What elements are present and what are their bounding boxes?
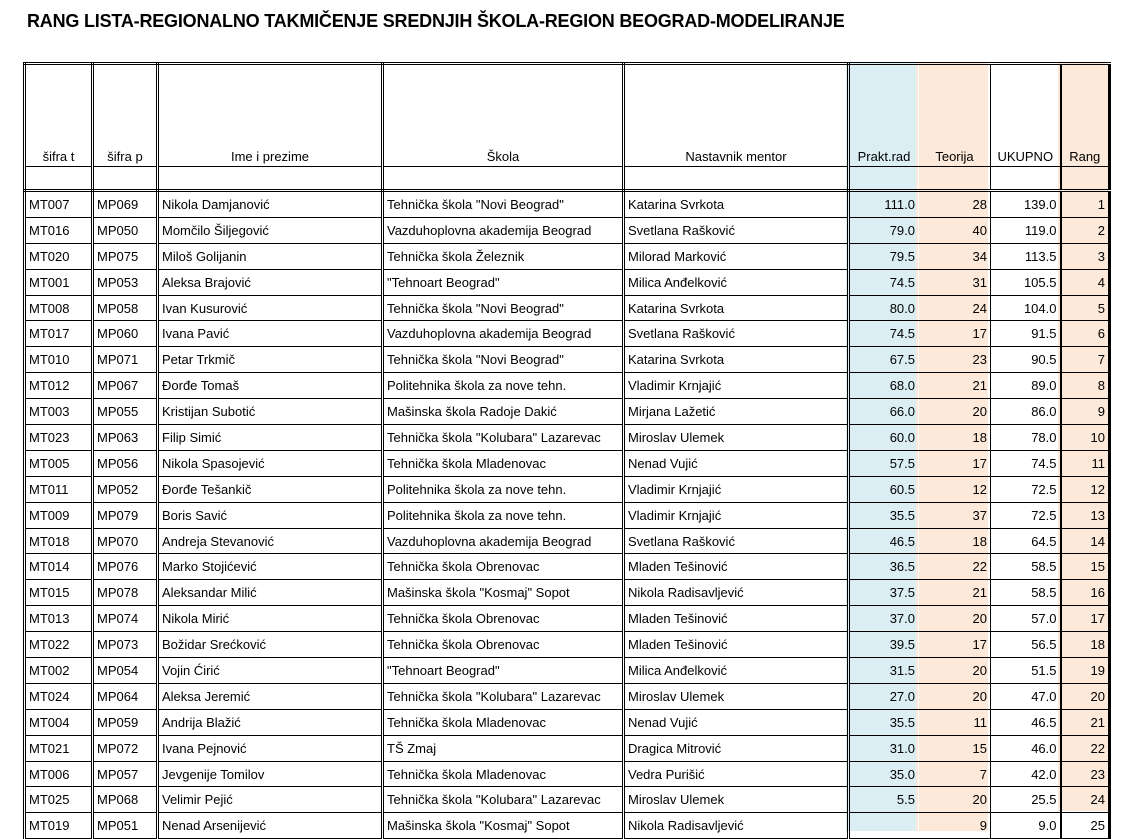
cell-prakt: 35.5 bbox=[849, 502, 919, 528]
cell-ukupno: 25.5 bbox=[991, 787, 1061, 813]
cell-skola: Tehnička škola Obrenovac bbox=[383, 632, 624, 658]
cell-skola: Mašinska škola "Kosmaj" Sopot bbox=[383, 580, 624, 606]
cell-teorija: 9 bbox=[919, 813, 991, 839]
cell-sifra-p: MP075 bbox=[93, 243, 158, 269]
cell-prakt: 80.0 bbox=[849, 295, 919, 321]
cell-skola: "Tehnoart Beograd" bbox=[383, 269, 624, 295]
header-sifra-t: šifra t bbox=[25, 64, 93, 167]
table-row bbox=[25, 502, 1110, 528]
cell-prakt: 5.5 bbox=[849, 787, 919, 813]
cell-sifra-t: MT024 bbox=[25, 683, 93, 709]
header-row bbox=[25, 64, 1110, 167]
cell-ukupno: 91.5 bbox=[991, 321, 1061, 347]
cell-sifra-t: MT019 bbox=[25, 813, 93, 839]
cell-rang: 25 bbox=[1061, 813, 1110, 839]
cell-prakt: 111.0 bbox=[849, 191, 919, 218]
table-row bbox=[25, 321, 1110, 347]
cell-sifra-p: MP050 bbox=[93, 217, 158, 243]
cell-prakt: 68.0 bbox=[849, 373, 919, 399]
cell-sifra-t: MT007 bbox=[25, 191, 93, 218]
table-row bbox=[25, 528, 1110, 554]
cell-teorija: 24 bbox=[919, 295, 991, 321]
cell-mentor: Katarina Svrkota bbox=[624, 191, 849, 218]
cell-ime: Kristijan Subotić bbox=[158, 399, 383, 425]
cell-ime: Nikola Mirić bbox=[158, 606, 383, 632]
cell-rang: 22 bbox=[1061, 735, 1110, 761]
cell-teorija: 40 bbox=[919, 217, 991, 243]
cell-ukupno: 51.5 bbox=[991, 658, 1061, 684]
cell-teorija: 15 bbox=[919, 735, 991, 761]
cell-skola: Tehnička škola "Kolubara" Lazarevac bbox=[383, 425, 624, 451]
cell-sifra-p: MP060 bbox=[93, 321, 158, 347]
page-title: RANG LISTA-REGIONALNO TAKMIČENJE SREDNJIH ŠKOLA-REGION BEOGRAD-MODELIRANJE bbox=[27, 11, 845, 31]
cell-prakt: 36.5 bbox=[849, 554, 919, 580]
table-row bbox=[25, 450, 1110, 476]
cell-prakt: 27.0 bbox=[849, 683, 919, 709]
cell-skola: Mašinska škola Radoje Dakić bbox=[383, 399, 624, 425]
cell-prakt: 60.0 bbox=[849, 425, 919, 451]
cell-ukupno: 105.5 bbox=[991, 269, 1061, 295]
cell-ime: Božidar Srećković bbox=[158, 632, 383, 658]
cell-ime: Boris Savić bbox=[158, 502, 383, 528]
cell-sifra-p: MP054 bbox=[93, 658, 158, 684]
cell-teorija: 20 bbox=[919, 683, 991, 709]
cell-teorija: 31 bbox=[919, 269, 991, 295]
cell-teorija: 28 bbox=[919, 191, 991, 218]
cell-rang: 12 bbox=[1061, 476, 1110, 502]
cell-ukupno: 46.0 bbox=[991, 735, 1061, 761]
cell-ime: Đorđe Tomaš bbox=[158, 373, 383, 399]
header-skola: Škola bbox=[383, 64, 624, 167]
cell-skola: "Tehnoart Beograd" bbox=[383, 658, 624, 684]
table-row bbox=[25, 709, 1110, 735]
cell-sifra-t: MT010 bbox=[25, 347, 93, 373]
cell-skola: Vazduhoplovna akademija Beograd bbox=[383, 217, 624, 243]
cell-mentor: Miroslav Ulemek bbox=[624, 787, 849, 813]
table-row bbox=[25, 813, 1110, 839]
cell-skola: Tehnička škola "Novi Beograd" bbox=[383, 347, 624, 373]
cell-mentor: Mladen Tešinović bbox=[624, 606, 849, 632]
cell-skola: Mašinska škola "Kosmaj" Sopot bbox=[383, 813, 624, 839]
cell-rang: 18 bbox=[1061, 632, 1110, 658]
table-row bbox=[25, 476, 1110, 502]
header-rang: Rang bbox=[1061, 64, 1110, 167]
cell-ukupno: 139.0 bbox=[991, 191, 1061, 218]
cell-sifra-t: MT004 bbox=[25, 709, 93, 735]
cell-skola: Tehnička škola Železnik bbox=[383, 243, 624, 269]
cell-rang: 14 bbox=[1061, 528, 1110, 554]
cell-sifra-p: MP052 bbox=[93, 476, 158, 502]
cell-mentor: Miroslav Ulemek bbox=[624, 425, 849, 451]
cell-ukupno: 42.0 bbox=[991, 761, 1061, 787]
cell-teorija: 12 bbox=[919, 476, 991, 502]
cell-prakt: 35.5 bbox=[849, 709, 919, 735]
table-row bbox=[25, 217, 1110, 243]
cell-prakt: 39.5 bbox=[849, 632, 919, 658]
cell-mentor: Nikola Radisavljević bbox=[624, 813, 849, 839]
table-row bbox=[25, 373, 1110, 399]
cell-skola: Tehnička škola Obrenovac bbox=[383, 606, 624, 632]
cell-ukupno: 64.5 bbox=[991, 528, 1061, 554]
cell-ime: Momčilo Šiljegović bbox=[158, 217, 383, 243]
table-row bbox=[25, 295, 1110, 321]
cell-mentor: Milica Anđelković bbox=[624, 658, 849, 684]
header-ime: Ime i prezime bbox=[158, 64, 383, 167]
cell-ime: Jevgenije Tomilov bbox=[158, 761, 383, 787]
cell-sifra-t: MT008 bbox=[25, 295, 93, 321]
table-row bbox=[25, 580, 1110, 606]
cell-mentor: Svetlana Rašković bbox=[624, 217, 849, 243]
cell-sifra-p: MP076 bbox=[93, 554, 158, 580]
cell-mentor: Milorad Marković bbox=[624, 243, 849, 269]
cell-rang: 7 bbox=[1061, 347, 1110, 373]
cell-rang: 16 bbox=[1061, 580, 1110, 606]
cell-mentor: Vladimir Krnjajić bbox=[624, 502, 849, 528]
cell-prakt: 66.0 bbox=[849, 399, 919, 425]
cell-skola: Vazduhoplovna akademija Beograd bbox=[383, 528, 624, 554]
cell-teorija: 17 bbox=[919, 450, 991, 476]
cell-skola: TŠ Zmaj bbox=[383, 735, 624, 761]
cell-mentor: Katarina Svrkota bbox=[624, 295, 849, 321]
cell-sifra-t: MT013 bbox=[25, 606, 93, 632]
cell-teorija: 20 bbox=[919, 606, 991, 632]
cell-ukupno: 90.5 bbox=[991, 347, 1061, 373]
cell-sifra-p: MP057 bbox=[93, 761, 158, 787]
cell-skola: Tehnička škola "Kolubara" Lazarevac bbox=[383, 787, 624, 813]
cell-teorija: 11 bbox=[919, 709, 991, 735]
cell-mentor: Svetlana Rašković bbox=[624, 528, 849, 554]
cell-teorija: 17 bbox=[919, 321, 991, 347]
cell-sifra-p: MP073 bbox=[93, 632, 158, 658]
cell-mentor: Nenad Vujić bbox=[624, 709, 849, 735]
cell-teorija: 18 bbox=[919, 528, 991, 554]
cell-ukupno: 78.0 bbox=[991, 425, 1061, 451]
cell-rang: 2 bbox=[1061, 217, 1110, 243]
cell-rang: 10 bbox=[1061, 425, 1110, 451]
cell-sifra-t: MT002 bbox=[25, 658, 93, 684]
cell-teorija: 18 bbox=[919, 425, 991, 451]
cell-ime: Andreja Stevanović bbox=[158, 528, 383, 554]
cell-prakt: 74.5 bbox=[849, 321, 919, 347]
cell-mentor: Svetlana Rašković bbox=[624, 321, 849, 347]
table-row bbox=[25, 683, 1110, 709]
cell-mentor: Miroslav Ulemek bbox=[624, 683, 849, 709]
cell-mentor: Dragica Mitrović bbox=[624, 735, 849, 761]
table-row bbox=[25, 425, 1110, 451]
cell-rang: 6 bbox=[1061, 321, 1110, 347]
cell-sifra-t: MT001 bbox=[25, 269, 93, 295]
cell-mentor: Nikola Radisavljević bbox=[624, 580, 849, 606]
cell-prakt bbox=[849, 813, 919, 839]
cell-prakt: 31.5 bbox=[849, 658, 919, 684]
table-row bbox=[25, 347, 1110, 373]
cell-mentor: Nenad Vujić bbox=[624, 450, 849, 476]
cell-ukupno: 72.5 bbox=[991, 476, 1061, 502]
cell-teorija: 20 bbox=[919, 399, 991, 425]
cell-sifra-t: MT006 bbox=[25, 761, 93, 787]
cell-ime: Velimir Pejić bbox=[158, 787, 383, 813]
cell-sifra-p: MP058 bbox=[93, 295, 158, 321]
cell-ime: Andrija Blažić bbox=[158, 709, 383, 735]
cell-prakt: 35.0 bbox=[849, 761, 919, 787]
cell-prakt: 46.5 bbox=[849, 528, 919, 554]
cell-teorija: 21 bbox=[919, 580, 991, 606]
cell-teorija: 22 bbox=[919, 554, 991, 580]
cell-ukupno: 56.5 bbox=[991, 632, 1061, 658]
cell-teorija: 20 bbox=[919, 787, 991, 813]
cell-rang: 4 bbox=[1061, 269, 1110, 295]
cell-rang: 23 bbox=[1061, 761, 1110, 787]
cell-skola: Tehnička škola "Novi Beograd" bbox=[383, 191, 624, 218]
cell-mentor: Milica Anđelković bbox=[624, 269, 849, 295]
cell-ime: Nikola Spasojević bbox=[158, 450, 383, 476]
cell-sifra-t: MT021 bbox=[25, 735, 93, 761]
cell-teorija: 20 bbox=[919, 658, 991, 684]
cell-ukupno: 74.5 bbox=[991, 450, 1061, 476]
cell-ime: Ivan Kusurović bbox=[158, 295, 383, 321]
cell-teorija: 37 bbox=[919, 502, 991, 528]
cell-prakt: 57.5 bbox=[849, 450, 919, 476]
cell-sifra-p: MP072 bbox=[93, 735, 158, 761]
cell-prakt: 60.5 bbox=[849, 476, 919, 502]
cell-skola: Tehnička škola Obrenovac bbox=[383, 554, 624, 580]
cell-rang: 24 bbox=[1061, 787, 1110, 813]
table-row bbox=[25, 632, 1110, 658]
cell-ukupno: 57.0 bbox=[991, 606, 1061, 632]
cell-ime: Ivana Pejnović bbox=[158, 735, 383, 761]
header-mentor: Nastavnik mentor bbox=[624, 64, 849, 167]
spacer-row bbox=[25, 167, 1110, 191]
cell-rang: 11 bbox=[1061, 450, 1110, 476]
cell-rang: 5 bbox=[1061, 295, 1110, 321]
table-row bbox=[25, 191, 1110, 218]
cell-teorija: 23 bbox=[919, 347, 991, 373]
cell-sifra-p: MP051 bbox=[93, 813, 158, 839]
cell-sifra-t: MT014 bbox=[25, 554, 93, 580]
cell-prakt: 74.5 bbox=[849, 269, 919, 295]
cell-sifra-t: MT011 bbox=[25, 476, 93, 502]
cell-sifra-t: MT003 bbox=[25, 399, 93, 425]
cell-sifra-t: MT022 bbox=[25, 632, 93, 658]
cell-sifra-p: MP078 bbox=[93, 580, 158, 606]
cell-rang: 13 bbox=[1061, 502, 1110, 528]
cell-ukupno: 9.0 bbox=[991, 813, 1061, 839]
cell-skola: Politehnika škola za nove tehn. bbox=[383, 502, 624, 528]
cell-ime: Miloš Golijanin bbox=[158, 243, 383, 269]
cell-mentor: Katarina Svrkota bbox=[624, 347, 849, 373]
cell-rang: 3 bbox=[1061, 243, 1110, 269]
cell-skola: Tehnička škola Mladenovac bbox=[383, 761, 624, 787]
cell-ime: Vojin Ćirić bbox=[158, 658, 383, 684]
cell-prakt: 79.5 bbox=[849, 243, 919, 269]
cell-sifra-t: MT025 bbox=[25, 787, 93, 813]
table-row bbox=[25, 787, 1110, 813]
cell-ukupno: 86.0 bbox=[991, 399, 1061, 425]
cell-skola: Tehnička škola "Kolubara" Lazarevac bbox=[383, 683, 624, 709]
cell-sifra-p: MP063 bbox=[93, 425, 158, 451]
cell-ukupno: 104.0 bbox=[991, 295, 1061, 321]
cell-rang: 19 bbox=[1061, 658, 1110, 684]
cell-sifra-t: MT018 bbox=[25, 528, 93, 554]
cell-sifra-t: MT015 bbox=[25, 580, 93, 606]
cell-skola: Tehnička škola "Novi Beograd" bbox=[383, 295, 624, 321]
cell-sifra-p: MP064 bbox=[93, 683, 158, 709]
cell-mentor: Mladen Tešinović bbox=[624, 554, 849, 580]
header-teorija: Teorija bbox=[919, 64, 991, 167]
cell-mentor: Mirjana Lažetić bbox=[624, 399, 849, 425]
cell-rang: 1 bbox=[1061, 191, 1110, 218]
table-row bbox=[25, 606, 1110, 632]
cell-ukupno: 113.5 bbox=[991, 243, 1061, 269]
cell-mentor: Mladen Tešinović bbox=[624, 632, 849, 658]
cell-ime: Ivana Pavić bbox=[158, 321, 383, 347]
cell-sifra-p: MP059 bbox=[93, 709, 158, 735]
cell-skola: Tehnička škola Mladenovac bbox=[383, 709, 624, 735]
cell-sifra-p: MP055 bbox=[93, 399, 158, 425]
cell-sifra-p: MP068 bbox=[93, 787, 158, 813]
table-row bbox=[25, 269, 1110, 295]
table-row bbox=[25, 554, 1110, 580]
cell-sifra-p: MP056 bbox=[93, 450, 158, 476]
header-ukupno: UKUPNO bbox=[991, 64, 1061, 167]
cell-sifra-t: MT005 bbox=[25, 450, 93, 476]
cell-mentor: Vladimir Krnjajić bbox=[624, 373, 849, 399]
cell-prakt: 31.0 bbox=[849, 735, 919, 761]
cell-sifra-t: MT017 bbox=[25, 321, 93, 347]
cell-sifra-p: MP053 bbox=[93, 269, 158, 295]
cell-ime: Marko Stojićević bbox=[158, 554, 383, 580]
cell-ime: Filip Simić bbox=[158, 425, 383, 451]
cell-rang: 21 bbox=[1061, 709, 1110, 735]
cell-sifra-t: MT023 bbox=[25, 425, 93, 451]
cell-ukupno: 58.5 bbox=[991, 580, 1061, 606]
cell-rang: 9 bbox=[1061, 399, 1110, 425]
table-row bbox=[25, 761, 1110, 787]
cell-prakt: 67.5 bbox=[849, 347, 919, 373]
cell-sifra-t: MT009 bbox=[25, 502, 93, 528]
cell-teorija: 34 bbox=[919, 243, 991, 269]
cell-sifra-p: MP069 bbox=[93, 191, 158, 218]
cell-ukupno: 119.0 bbox=[991, 217, 1061, 243]
cell-ukupno: 89.0 bbox=[991, 373, 1061, 399]
cell-rang: 17 bbox=[1061, 606, 1110, 632]
cell-prakt: 37.0 bbox=[849, 606, 919, 632]
cell-ukupno: 47.0 bbox=[991, 683, 1061, 709]
cell-skola: Politehnika škola za nove tehn. bbox=[383, 373, 624, 399]
cell-rang: 20 bbox=[1061, 683, 1110, 709]
cell-ime: Aleksa Jeremić bbox=[158, 683, 383, 709]
cell-ukupno: 58.5 bbox=[991, 554, 1061, 580]
cell-sifra-p: MP079 bbox=[93, 502, 158, 528]
cell-teorija: 17 bbox=[919, 632, 991, 658]
cell-ime: Đorđe Tešankič bbox=[158, 476, 383, 502]
cell-ime: Petar Trkmič bbox=[158, 347, 383, 373]
cell-sifra-p: MP071 bbox=[93, 347, 158, 373]
table-row bbox=[25, 243, 1110, 269]
table-row bbox=[25, 658, 1110, 684]
cell-ime: Aleksandar Milić bbox=[158, 580, 383, 606]
cell-prakt: 79.0 bbox=[849, 217, 919, 243]
table-row bbox=[25, 735, 1110, 761]
cell-teorija: 7 bbox=[919, 761, 991, 787]
cell-sifra-p: MP067 bbox=[93, 373, 158, 399]
cell-ime: Nenad Arsenijević bbox=[158, 813, 383, 839]
cell-sifra-p: MP074 bbox=[93, 606, 158, 632]
header-prakt: Prakt.rad bbox=[849, 64, 919, 167]
cell-sifra-t: MT012 bbox=[25, 373, 93, 399]
cell-mentor: Vedra Purišić bbox=[624, 761, 849, 787]
cell-sifra-t: MT016 bbox=[25, 217, 93, 243]
cell-teorija: 21 bbox=[919, 373, 991, 399]
cell-mentor: Vladimir Krnjajić bbox=[624, 476, 849, 502]
cell-ime: Aleksa Brajović bbox=[158, 269, 383, 295]
cell-ime: Nikola Damjanović bbox=[158, 191, 383, 218]
cell-skola: Vazduhoplovna akademija Beograd bbox=[383, 321, 624, 347]
cell-rang: 8 bbox=[1061, 373, 1110, 399]
cell-sifra-p: MP070 bbox=[93, 528, 158, 554]
cell-rang: 15 bbox=[1061, 554, 1110, 580]
cell-skola: Tehnička škola Mladenovac bbox=[383, 450, 624, 476]
cell-sifra-t: MT020 bbox=[25, 243, 93, 269]
header-sifra-p: šifra p bbox=[93, 64, 158, 167]
cell-skola: Politehnika škola za nove tehn. bbox=[383, 476, 624, 502]
cell-ukupno: 46.5 bbox=[991, 709, 1061, 735]
ranking-table bbox=[23, 62, 1111, 839]
cell-prakt: 37.5 bbox=[849, 580, 919, 606]
table-row bbox=[25, 399, 1110, 425]
cell-ukupno: 72.5 bbox=[991, 502, 1061, 528]
